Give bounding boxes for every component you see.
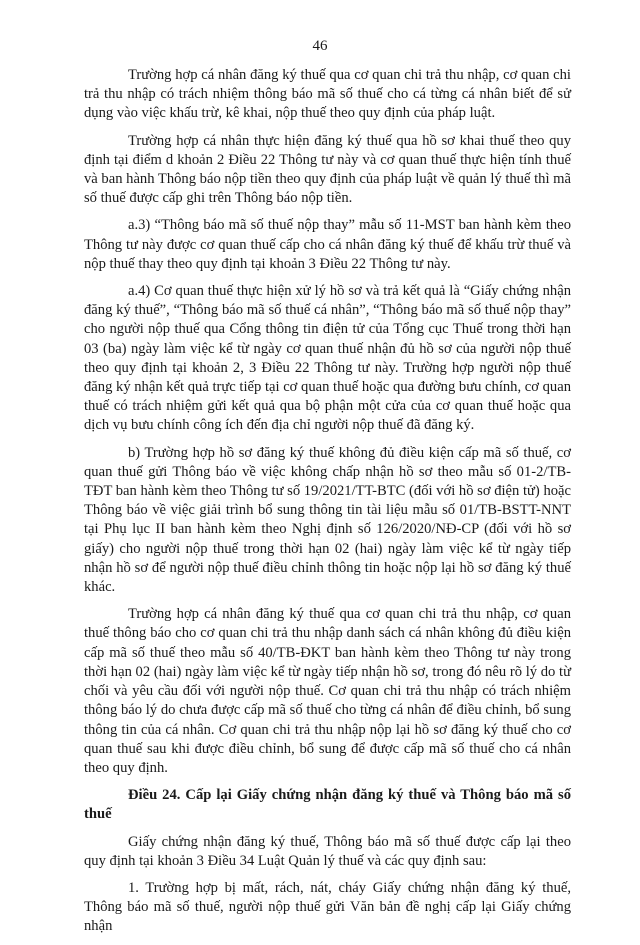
paragraph: Giấy chứng nhận đăng ký thuế, Thông báo mã số thuế được cấp lại theo quy định tại khoản 3 Điều 34 Luật Quản lý thuế và các quy định sau:: [84, 833, 571, 869]
paragraph: Trường hợp cá nhân đăng ký thuế qua cơ quan chi trả thu nhập, cơ quan thuế thông báo cho cơ quan chi trả thu nhập danh sách cá nhân không đủ điều kiện cấp mã số thuế theo mẫu số 40/TB-ĐKT ban hành kèm theo Thông tư này trong thời hạn 02 (hai) ngày làm việc kể từ ngày tiếp nhận hồ sơ, trong đó nêu rõ lý do từ chối và yêu cầu đối với người nộp thuế. Cơ quan chi trả thu nhập có trách nhiệm thông báo lý do chưa được cấp mã số thuế cho từng cá nhân để điều chỉnh, bổ sung thông tin của cá nhân. Cơ quan chi trả thu nhập nộp lại hồ sơ đăng ký thuế cho cơ quan thuế sau khi được điều chỉnh, bổ sung để được cấp mã số thuế cho cá nhân theo quy định.: [84, 606, 571, 776]
paragraph: a.3) “Thông báo mã số thuế nộp thay” mẫu số 11-MST ban hành kèm theo Thông tư này được cơ quan thuế cấp cho cá nhân đăng ký thuế để khấu trừ thuế và nộp thuế thay theo quy định tại khoản 3 Điều 22 Thông tư này.: [84, 217, 571, 272]
paragraph: 1. Trường hợp bị mất, rách, nát, cháy Giấy chứng nhận đăng ký thuế, Thông báo mã số thuế, người nộp thuế gửi Văn bản đề nghị cấp lại Giấy chứng nhận: [84, 879, 571, 935]
page-number: 46: [312, 38, 328, 54]
paragraph: b) Trường hợp hồ sơ đăng ký thuế không đủ điều kiện cấp mã số thuế, cơ quan thuế gửi Thông báo về việc không chấp nhận hồ sơ theo mẫu số 01-2/TB-TĐT ban hành kèm theo Thông tư số 19/2021/TT-BTC (đối với hồ sơ điện tử) hoặc Thông báo về việc giải trình bổ sung thông tin tài liệu mẫu số 01/TB-BSTT-NNT tại Phụ lục II ban hành kèm theo Nghị định số 126/2020/NĐ-CP (đối với hồ sơ giấy) cho người nộp thuế trong thời hạn 02 (hai) ngày làm việc kể từ ngày tiếp nhận hồ sơ để người nộp thuế điều chỉnh thông tin hoặc nộp lại hồ sơ đăng ký thuế khác.: [84, 444, 571, 596]
paragraph: Trường hợp cá nhân thực hiện đăng ký thuế qua hồ sơ khai thuế theo quy định tại điểm d khoản 2 Điều 22 Thông tư này và cơ quan thuế thực hiện tính thuế và ban hành Thông báo nộp tiền theo quy định của pháp luật về quản lý thuế thì mã số thuế được cấp ghi trên Thông báo nộp tiền.: [84, 132, 571, 207]
article-heading: Điều 24. Cấp lại Giấy chứng nhận đăng ký thuế và Thông báo mã số thuế: [84, 787, 571, 823]
paragraph: Trường hợp cá nhân đăng ký thuế qua cơ quan chi trả thu nhập, cơ quan chi trả thu nhập có trách nhiệm thông báo mã số thuế cho cá từng cá nhân biết để sử dụng vào việc khấu trừ, kê khai, nộp thuế theo quy định của pháp luật.: [84, 67, 571, 122]
paragraph: a.4) Cơ quan thuế thực hiện xử lý hồ sơ và trả kết quả là “Giấy chứng nhận đăng ký thuế”, “Thông báo mã số thuế cá nhân”, “Thông báo mã số thuế nộp thay” cho người nộp thuế qua Cổng thông tin điện tử của Tổng cục Thuế trong thời hạn 03 (ba) ngày làm việc kể từ ngày cơ quan thuế nhận đủ hồ sơ của người nộp thuế theo quy định tại khoản 2, 3 Điều 22 Thông tư này. Trường hợp người nộp thuế đăng ký nhận kết quả trực tiếp tại cơ quan thuế hoặc qua đường bưu chính, cơ quan thuế có trách nhiệm gửi kết quả qua bộ phận một cửa của cơ quan thuế hoặc qua dịch vụ bưu chính công ích đến địa chỉ người nộp thuế đã đăng ký.: [84, 283, 571, 434]
body-text: [84, 66, 571, 945]
